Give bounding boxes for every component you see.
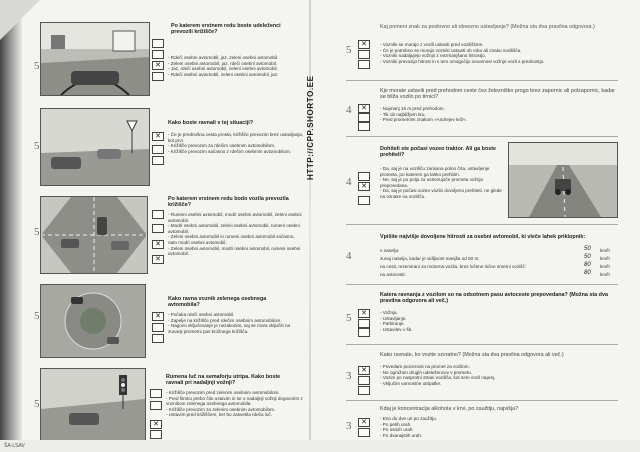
points: 4 [346,176,352,188]
option: - Eno do dve uri po zaužitju. [380,416,437,421]
answer-box-2[interactable] [152,323,164,332]
answer-box-2[interactable] [358,50,370,59]
points: 5 [34,310,40,322]
answer-options [168,55,304,77]
separator [346,344,618,345]
points: 4 [346,104,352,116]
option: - Zeleni osebni avtomobil, modri osebni avtomobil, rumeni osebni avtomobil. [168,245,301,257]
answer-box-1[interactable]: ✕ [358,309,370,318]
speed-value[interactable]: 50 [584,246,591,252]
speed-value[interactable]: 80 [584,262,591,268]
answer-box-1[interactable]: ✕ [358,366,370,375]
answer-box-1[interactable] [152,39,164,48]
option: - Modri osebni avtomobil, zeleni osebni avtomobil, rumeni osebni avtomobil. [168,223,300,234]
points: 4 [346,250,352,262]
answer-box-1[interactable] [152,210,164,219]
question-text: Po katerem vrstnem redu bodo vozila prevozila križišče? [168,196,289,209]
question-text: Rumena luč na semaforju utripa. Kako boste ravnali pri nadaljnji vožnji? [166,374,281,387]
intersection-photo [40,22,150,96]
separator [346,400,618,401]
answer-box-2[interactable] [150,401,162,410]
option: - Nagovo vključevanje je nezakonito, saj se mora vključiti na zunanji prometni pas krožnega križišča. [168,323,291,334]
answer-box-2[interactable] [358,319,370,328]
option: - Pred prometnim znakom »Andrejev križ«. [380,117,468,123]
question-text: Kdaj je koncentracija alkohola v krvi, po zaužitju, najvišja? [380,406,519,412]
option: - Rdeči osebni avtomobil, zeleni osebni avtomobil, jaz. [168,71,279,77]
answer-box-4[interactable] [150,430,162,439]
points: 5 [34,226,40,238]
question-text: Kje morate ustaviti pred prehodom ceste čez železniško progo brez zapornic ali polzapornic, kadar se bliža vozilo po tirnici? [380,88,615,101]
answer-box-1[interactable] [358,172,370,181]
answer-box-1[interactable]: ✕ [152,132,164,141]
option: - Vožnja. [380,310,398,315]
bottom-note: ŠA-LSAV [4,443,25,449]
answer-box-2[interactable] [358,428,370,437]
speed-label: zunaj naselja, kadar je vidljivost manjša od 50 m: [380,256,480,261]
separator [346,224,618,225]
answer-box-3[interactable] [152,334,164,343]
option: - Po petih urah. [380,421,412,427]
vertical-url: HTTP://CPP.SHORTO.EE [306,75,315,180]
speed-value[interactable]: 80 [584,270,591,276]
answer-box-3[interactable]: ✕ [152,61,164,70]
answer-box-2[interactable] [152,145,164,154]
points: 3 [346,370,352,382]
separator [346,80,618,81]
intersection-photo [40,108,150,186]
answer-box-3[interactable]: ✕ [150,420,162,429]
option: - Če je potrebno se morajo vozniki ustaviti ob robu ali znaku vozilišča. [380,47,522,53]
option: - Zapelje na križišče pred rdečim osebnim avtomobilom. [168,317,282,323]
answer-box-4[interactable]: ✕ [152,255,164,264]
option: - Vozniki prevozijo hitrost in s tem omogočijo nevarnost vožnje vozil s prednostjo. [380,58,545,64]
option: - Da, saj je počasi vozeo vozilo dovoljeno prehiteti, ne glede na oznake na vozišču. [380,188,502,199]
speed-unit: km/h [600,248,610,253]
points: 3 [346,420,352,432]
speed-value[interactable]: 50 [584,254,591,260]
answer-options [166,390,304,418]
option: - Ustavljanje. [380,315,407,321]
answer-box-3[interactable]: ✕ [152,240,164,249]
option: - Ne ogrožam drugih udeležencev v prometu. [380,369,472,375]
option: - Ne, saj je po polju za ustrezujoče prometa vožnja prepovedana. [380,177,483,188]
speed-label: v naselju: [380,248,400,253]
answer-box-1[interactable] [150,389,162,398]
answer-options [380,364,530,386]
answer-box-2[interactable] [358,113,370,122]
question-text: Po katerem vrstnem redu boste udeleženci prevozili križišče? [171,23,281,36]
separator [346,136,618,137]
option: - Če je prednošna cesta prosta, križišče prevozim brez ustavljanja, kot prvi. [168,132,304,143]
question-text: Vpišite najvišje dovoljene hitrosti za osebni avtomobil, ki vleče lahek priklopnik: [380,234,586,240]
answer-box-4[interactable] [152,72,164,81]
answer-options [168,212,304,257]
answer-box-1[interactable]: ✕ [152,312,164,321]
folded-corner [0,0,40,40]
answer-box-3[interactable] [358,196,370,205]
option: - Zeleni osebni avtomobil in rumeni osebni avtomobil sočasno, nato modri osebni avtomobil. [168,234,295,245]
option: - Tik ob najbližjem tiru. [380,111,426,117]
question-text: Dohiteli ste počasi vozeo traktor. Ali ga boste prehiteli? [380,146,497,159]
points: 5 [34,140,40,152]
answer-options [380,416,530,438]
option: - Ustavim pred križiščem, ker bo zasvetila rdeča luč. [166,412,272,418]
question-text: Kako boste ravnali v tej situaciji? [168,120,254,126]
answer-box-1[interactable]: ✕ [358,104,370,113]
answer-box-3[interactable] [358,122,370,131]
option: - Po dvanajstih urah. [380,432,423,438]
question-text: Kako ravna voznik zelenega osebnega avtomobila? [168,296,267,309]
speed-label: na avtocesti: [380,272,406,277]
option: - Rdeči osebni avtomobil, jaz, zeleni osebni avtomobil. [168,55,279,60]
answer-options [380,166,506,200]
question-text: Katera ravnanja z vozilom so na odsotnem pasu avtoceste prepovedana? (Možna sta dva pravilna odgovora ali več.) [380,292,608,305]
option: - Rumeni osebni avtomobil, modri osebni avtomobil, zeleni osebni avtomobil. [168,212,302,223]
traffic-light-photo [40,368,146,442]
separator [346,284,618,285]
option: - Pred široko prebo čito ustavim in se o nadaljnji vožnji dogovorim z voznikom zelenega osebnega avtomobila. [166,395,303,407]
speed-unit: km/h [600,256,610,261]
points: 5 [346,312,352,324]
option: - Vozniki se morajo z vozili ustaviti pred voziliščem. [380,42,484,47]
option: - Povedam pozornost na promet za vozilom. [380,364,470,369]
speed-unit: km/h [600,264,610,269]
question-text: Kako ravnate, ko vozite vzvratno? (Možna sta dva pravilna odgovora ali več.) [380,352,564,358]
option: - Vključim varnostne utripalke. [380,380,442,386]
binding-shadow [0,0,22,452]
option: - Ustavitev v šk. [380,326,413,332]
option: - Jaz, rdeči osebni avtomobil, zeleni osebni avtomobil. [168,66,278,72]
answer-options [168,312,304,334]
option: - Da, saj je na vozišču zarisana polno črta, ustavljenje prometa, po katerem ga lahko prehitim. [380,166,490,177]
points: 5 [34,60,40,72]
option: - Križišče prevozim za rdečim osebnim avtomobilom. [168,143,276,149]
answer-box-3[interactable] [152,156,164,165]
answer-box-2[interactable] [152,224,164,233]
option: - Počaka rdeči osebni avtomobil. [168,312,235,317]
option: - Najmanj 15 m pred prehodom. [380,106,445,111]
option: - Križišče prevozim sačasno z rdečim osebnim avtomobilom. [168,148,292,154]
option: - Parkiranje. [380,321,405,327]
answer-options [168,132,304,154]
option: - Vozim po nasprotni strani vozišča, kot sem vozil naprej. [380,375,496,381]
roundabout-photo [40,284,146,358]
bottom-edge [0,440,640,452]
answer-box-3[interactable] [358,328,370,337]
option: - Vozniki nadaljujejo vožnjo z nezmanjšano hitrostjo. [380,53,486,59]
answer-box-1[interactable]: ✕ [358,418,370,427]
tractor-road-photo [508,142,618,218]
speed-unit: km/h [600,272,610,277]
answer-box-3[interactable] [358,60,370,69]
speed-label: na cesti, rezervirani za motorna vozila, brez ločene ločne smerni vozišč: [380,264,527,269]
answer-box-1[interactable]: ✕ [358,40,370,49]
answer-options [380,42,616,64]
answer-options [380,106,610,123]
answer-box-3[interactable] [358,386,370,395]
answer-box-2[interactable]: ✕ [358,182,370,191]
option: - Po osmih urah. [380,427,414,433]
answer-box-2[interactable] [152,50,164,59]
answer-options [380,310,500,332]
option: - Zeleni osebni avtomobil, jaz, rdeči osebni avtomobil. [168,60,278,66]
intersection-photo [40,196,148,274]
answer-box-2[interactable] [358,376,370,385]
option: - Križišče prevozim pred zelenim osebnim avtomobilom. [166,390,280,395]
points: 5 [346,44,352,56]
points: 5 [34,398,40,410]
question-text: Kaj pomeni znak za poslovno ali obvezno ustavljanje? (Možna sta dva pravilna odgovora.) [380,24,595,30]
option: - Križišče prevozim za zelenim osebnim avtomobilom. [166,406,276,412]
page-divider [309,0,311,452]
